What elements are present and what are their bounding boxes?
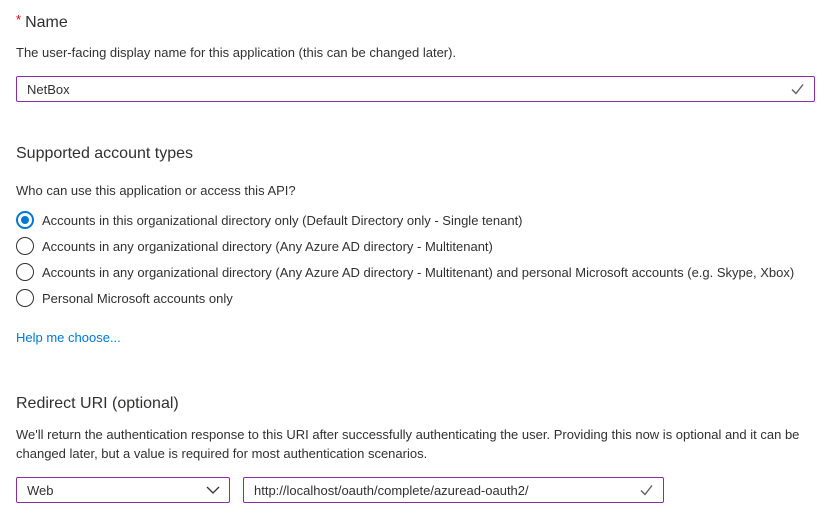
help-me-choose-link[interactable]: Help me choose... <box>16 330 121 345</box>
radio-option-label: Accounts in any organizational directory (Any Azure AD directory - Multitenant) <box>42 238 493 254</box>
redirect-uri-input[interactable] <box>244 478 663 502</box>
radio-option-single-tenant[interactable] <box>16 207 815 233</box>
account-types-radio-group <box>16 207 815 311</box>
redirect-uri-description: We'll return the authentication response to this URI after successfully authenticating the user. Providing this now is optional and it can be changed later, but a value is required for most authentication scenarios. <box>16 427 800 461</box>
redirect-uri-input-container <box>243 477 664 503</box>
app-registration-form <box>0 9 829 503</box>
radio-option-label: Accounts in any organizational directory (Any Azure AD directory - Multitenant) and personal Microsoft accounts (e.g. Skype, Xbox) <box>42 264 795 280</box>
radio-button-icon[interactable] <box>16 211 34 229</box>
required-asterisk: * <box>16 12 22 27</box>
account-types-question: Who can use this application or access this API? <box>16 183 296 198</box>
name-section-title <box>16 9 815 34</box>
check-icon <box>639 484 654 497</box>
check-icon <box>790 83 805 96</box>
redirect-uri-title: Redirect URI (optional) <box>16 395 179 412</box>
platform-select[interactable] <box>16 477 230 503</box>
radio-option-personal-only[interactable] <box>16 285 815 311</box>
chevron-down-icon <box>206 486 220 495</box>
radio-button-icon[interactable] <box>16 237 34 255</box>
supported-account-types-title: Supported account types <box>16 145 194 162</box>
radio-option-multitenant[interactable] <box>16 233 815 259</box>
name-input[interactable] <box>17 77 814 101</box>
radio-button-icon[interactable] <box>16 289 34 307</box>
radio-option-multitenant-personal[interactable] <box>16 259 815 285</box>
name-label: Name <box>25 14 68 31</box>
name-input-container <box>16 76 815 102</box>
radio-button-icon[interactable] <box>16 263 34 281</box>
platform-select-value: Web <box>27 482 54 498</box>
radio-option-label: Personal Microsoft accounts only <box>42 290 233 306</box>
radio-option-label: Accounts in this organizational directory only (Default Directory only - Single tenant) <box>42 212 523 228</box>
name-description: The user-facing display name for this application (this can be changed later). <box>16 45 457 60</box>
redirect-uri-row <box>16 477 815 503</box>
